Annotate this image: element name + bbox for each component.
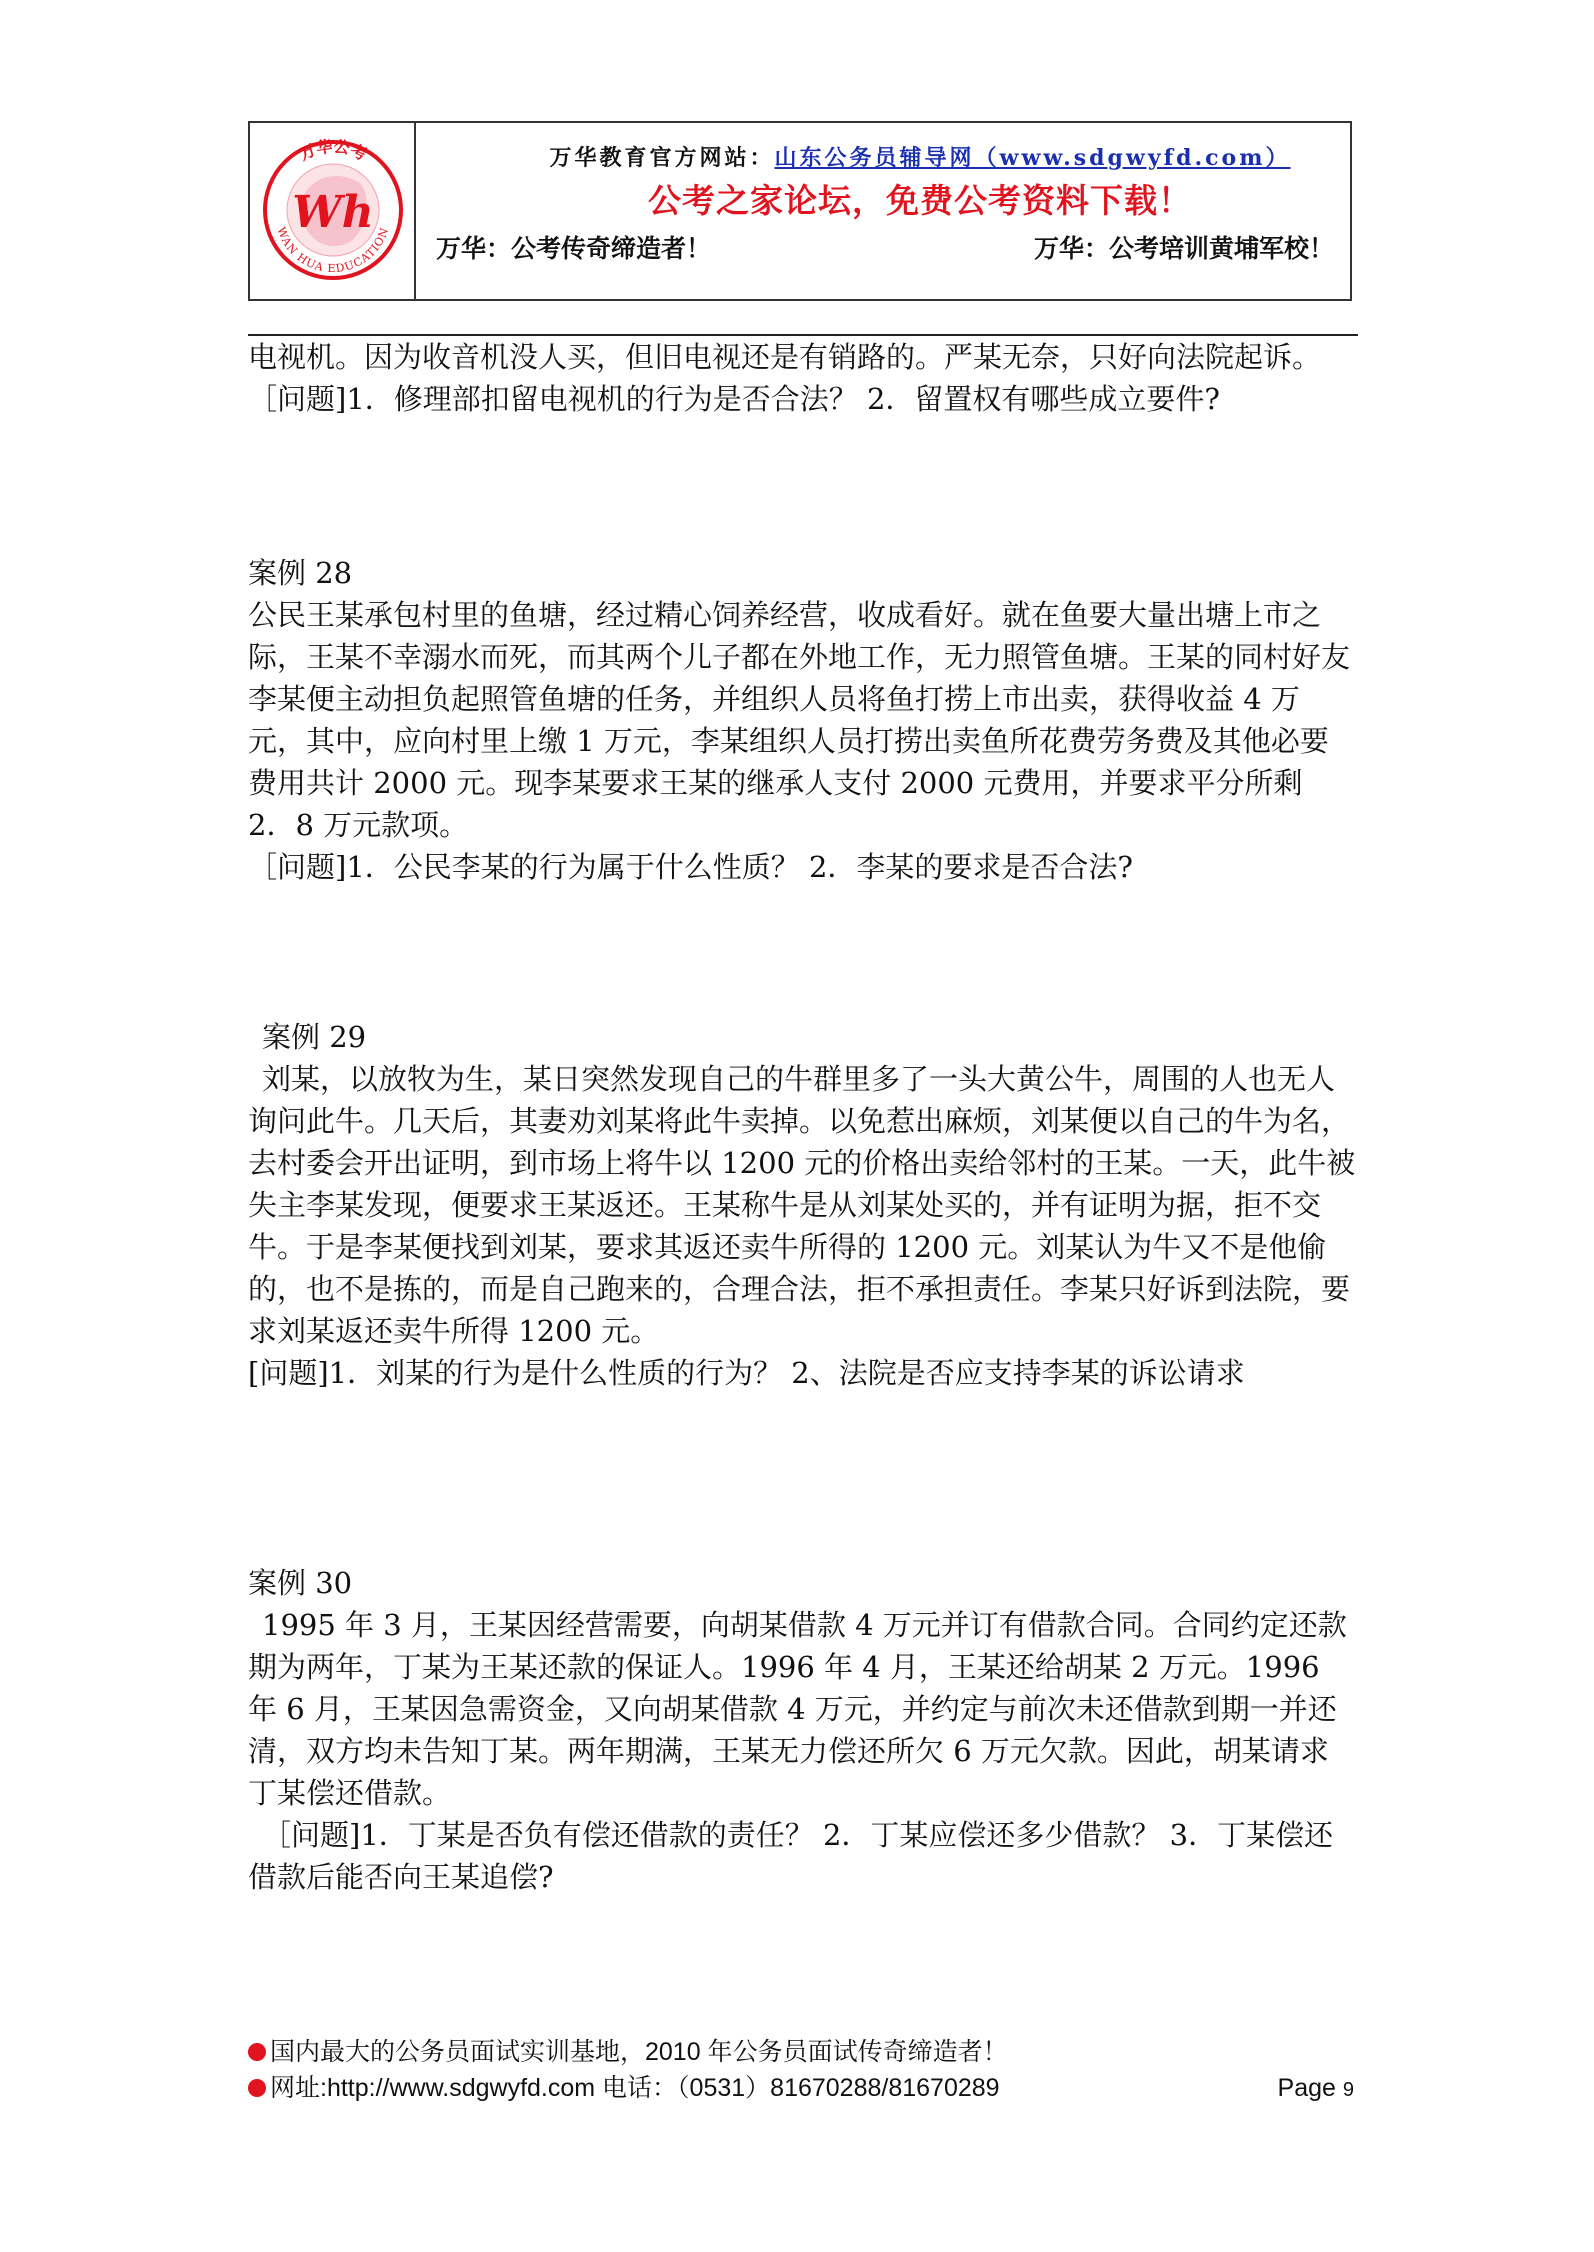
- footer-line-1: [248, 2034, 1358, 2070]
- page-number: [1278, 2070, 1354, 2108]
- forum-slogan: 公考之家论坛，免费公考资料下载！: [648, 181, 1192, 220]
- logo-bottom-text: WAN HUA EDUCATION: [274, 225, 392, 276]
- case27-question: ［问题]1．修理部扣留电视机的行为是否合法？ 2．留置权有哪些成立要件?: [248, 382, 1220, 416]
- logo-cell: [250, 123, 416, 299]
- case30-question: ［问题]1．丁某是否负有偿还借款的责任？ 2．丁某应偿还多少借款？ 3．丁某偿还借款后能否向王某追偿?: [248, 1818, 1334, 1894]
- case27-continuation: 电视机。因为收音机没人买，但旧电视还是有销路的。严某无奈，只好向法院起诉。: [248, 340, 1322, 374]
- case28-question: ［问题]1．公民李某的行为属于什么性质？ 2．李某的要求是否合法?: [248, 850, 1133, 884]
- site-label: 万华教育官方网站：: [549, 145, 775, 171]
- logo-top-text: 万华公考: [296, 136, 370, 165]
- footer-slogan: 国内最大的公务员面试实训基地，2010 年公务员面试传奇缔造者！: [270, 2038, 1008, 2066]
- header-box: [248, 121, 1352, 301]
- wanhua-logo-icon: [260, 135, 406, 285]
- case29-question: [问题]1．刘某的行为是什么性质的行为？ 2、法院是否应支持李某的诉讼请求: [248, 1356, 1245, 1390]
- bullet-dot-icon: [248, 2043, 266, 2061]
- case30-title: 案例 30: [248, 1566, 353, 1600]
- site-line: [490, 141, 1350, 172]
- footer-contact[interactable]: 网址:http://www.sdgwyfd.com 电话：（0531）81670288/81670289: [270, 2074, 1000, 2102]
- site-link[interactable]: 山东公务员辅导网（www.sdgwyfd.com）: [774, 145, 1291, 171]
- document-body: [248, 336, 1356, 1898]
- case29-text: 刘某，以放牧为生，某日突然发现自己的牛群里多了一头大黄公牛，周围的人也无人询问此牛。几天后，其妻劝刘某将此牛卖掉。以免惹出麻烦，刘某便以自己的牛为名，去村委会开出证明，到市场上将牛以 1200 元的价格出卖给邻村的王某。一天，此牛被失主李某发现，便要求王某返还。王某称牛是从刘某处买的，并有证明为据，拒不交牛。于是李某便找到刘某，要求其返还卖牛所得的 1200 元。刘某认为牛又不是他偷的，也不是拣的，而是自己跑来的，合理合法，拒不承担责任。李某只好诉到法院，要求刘某返还卖牛所得 1200 元。: [248, 1062, 1356, 1348]
- bullet-dot-icon: [248, 2079, 266, 2097]
- right-tagline: 万华：公考培训黄埔军校！: [1033, 234, 1334, 263]
- page-number-value: 9: [1342, 2079, 1354, 2101]
- footer-line-2: [248, 2070, 1358, 2106]
- case30-text: 1995 年 3 月，王某因经营需要，向胡某借款 4 万元并订有借款合同。合同约定还款期为两年，丁某为王某还款的保证人。1996 年 4 月，王某还给胡某 2 万元。1996 年 6 月，王某因急需资金，又向胡某借款 4 万元，并约定与前次未还借款到期一并还清，双方均未告知丁某。两年期满，王某无力偿还所欠 6 万元欠款。因此，胡某请求丁某偿还借款。: [248, 1608, 1347, 1810]
- logo-mark: Wh: [292, 187, 374, 238]
- case29-title: 案例 29: [262, 1020, 367, 1054]
- case28-title: 案例 28: [248, 556, 353, 590]
- case28-text: 公民王某承包村里的鱼塘，经过精心饲养经营，收成看好。就在鱼要大量出塘上市之际，王某不幸溺水而死，而其两个儿子都在外地工作，无力照管鱼塘。王某的同村好友李某便主动担负起照管鱼塘的任务，并组织人员将鱼打捞上市出卖，获得收益 4 万元，其中，应向村里上缴 1 万元，李某组织人员打捞出卖鱼所花费劳务费及其他必要费用共计 2000 元。现李某要求王某的继承人支付 2000 元费用，并要求平分所剩 2．8 万元款项。: [248, 598, 1351, 842]
- left-tagline: 万华：公考传奇缔造者！: [436, 234, 712, 263]
- page-label: Page: [1277, 2074, 1336, 2102]
- page-footer: [248, 2034, 1358, 2106]
